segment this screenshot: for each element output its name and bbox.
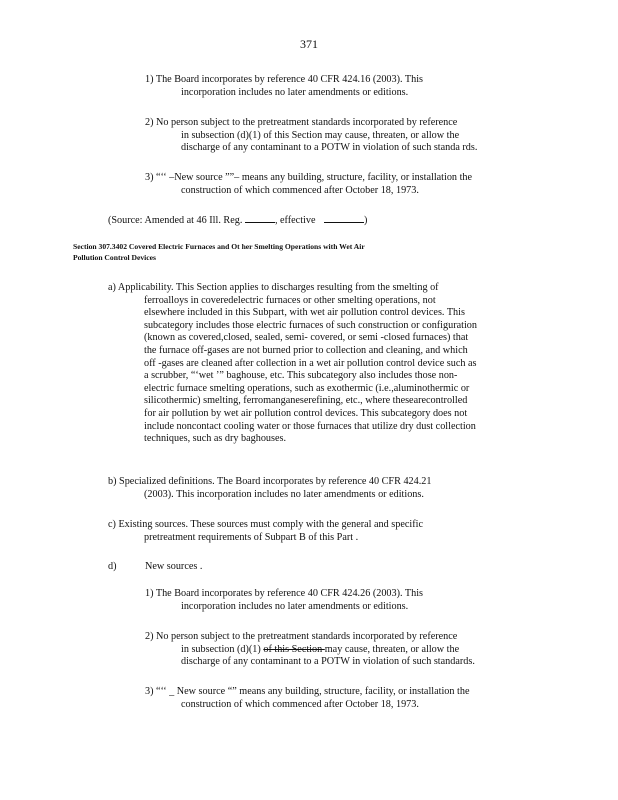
item-d-new-sources: [108, 561, 308, 574]
section-heading-line-2: Pollution Control Devices: [73, 253, 156, 262]
item-a-line: ferroalloys in coveredelectric furnaces or other smelting operations, not: [144, 294, 436, 306]
item-2-line-2: in subsection (d)(1) of this Section may cause, threaten, or allow the: [181, 129, 460, 141]
item-a-applicability: [108, 282, 540, 446]
item-d-1: [145, 588, 477, 613]
item-1-line-1: 1) The Board incorporates by reference 40 CFR 424.16 (2003). This: [145, 74, 424, 85]
item-a-line: electric furnace smelting operations, such as exothermic (i.e.,aluminothermic or: [144, 382, 470, 394]
item-a-line: techniques, such as dry baghouses.: [144, 433, 287, 445]
item-a-line: a) Applicability. This Section applies to discharges resulting from the smelting of: [108, 282, 439, 293]
item-a-line: a scrubber, “‘wet ’” baghouse, etc. This subcategory also includes those non-: [144, 370, 458, 382]
section-heading-line-1: Section 307.3402 Covered Electric Furnaces and Ot her Smelting Operations with Wet Air: [73, 242, 365, 251]
item-a-line: for air pollution by wet air pollution control devices. This subcategory does not: [144, 407, 468, 419]
item-d-2-struck-text: of this Section: [263, 643, 325, 655]
item-a-line: silicothermic) smelting, ferromanganeserefining, etc., where thesearecontrolled: [144, 395, 468, 407]
item-c-line-2: pretreatment requirements of Subpart B of this Part .: [144, 531, 359, 543]
source-blank-date: [324, 213, 364, 223]
source-note-suffix: ): [364, 215, 368, 226]
item-a-line: the furnace off-gases are not burned prior to collection and cleaning, and which: [144, 344, 468, 356]
item-c-existing-sources: [108, 519, 540, 544]
source-blank-reg: [245, 213, 275, 223]
item-a-line: (known as covered,closed, sealed, semi- covered, or semi -closed furnaces) that: [144, 332, 469, 344]
item-d-3-line-2: construction of which commenced after October 18, 1973.: [181, 698, 419, 710]
item-d-2-line-3: discharge of any contaminant to a POTW in violation of such standards.: [181, 656, 475, 668]
item-d-3: [145, 686, 537, 711]
item-3-line-1: 3) “‘‘ –New source ””– means any building, structure, facility, or installation the: [145, 172, 473, 183]
item-d-label: d): [108, 561, 117, 572]
item-b-line-1: b) Specialized definitions. The Board incorporates by reference 40 CFR 424.21: [108, 476, 432, 487]
item-a-line: elsewhere included in this Subpart, with wet air pollution control devices. This: [144, 307, 465, 319]
item-1: [145, 74, 477, 99]
item-a-line: off -gases are cleaned after collection in a wet air pollution control device such as: [144, 357, 477, 369]
item-d-1-line-1: 1) The Board incorporates by reference 40 CFR 424.26 (2003). This: [145, 588, 424, 599]
item-2: [145, 117, 527, 155]
source-note-prefix: (Source: Amended at 46 Ill. Reg.: [108, 215, 243, 226]
item-d-3-line-1: 3) “‘‘ _ New source “” means any building, structure, facility, or installation the: [145, 686, 470, 697]
item-d-2: [145, 631, 527, 669]
page-number: 371: [300, 37, 318, 51]
source-note-middle: , effective: [274, 215, 316, 226]
item-d-1-line-2: incorporation includes no later amendments or editions.: [181, 600, 409, 612]
item-b-specialized-definitions: [108, 476, 540, 501]
item-2-line-3: discharge of any contaminant to a POTW in violation of such standa rds.: [181, 142, 478, 154]
item-d-2-line-2a: in subsection (d)(1): [181, 643, 264, 655]
item-2-line-1: 2) No person subject to the pretreatment standards incorporated by reference: [145, 117, 458, 128]
item-c-line-1: c) Existing sources. These sources must comply with the general and specific: [108, 519, 423, 530]
item-d-2-line-1: 2) No person subject to the pretreatment standards incorporated by reference: [145, 631, 458, 642]
item-3: [145, 172, 537, 197]
item-3-line-2: construction of which commenced after October 18, 1973.: [181, 184, 419, 196]
item-d-text: New sources .: [145, 561, 203, 572]
item-a-line: include noncontact cooling water or those furnaces that utilize dry dust collection: [144, 420, 476, 432]
section-heading: [73, 241, 531, 263]
item-b-line-2: (2003). This incorporation includes no later amendments or editions.: [144, 488, 424, 500]
item-1-line-2: incorporation includes no later amendments or editions.: [181, 86, 409, 98]
source-note: [108, 213, 428, 228]
item-d-2-line-2b: may cause, threaten, or allow the: [324, 643, 460, 655]
item-a-line: subcategory includes those electric furnaces of such construction or configuration: [144, 319, 477, 331]
